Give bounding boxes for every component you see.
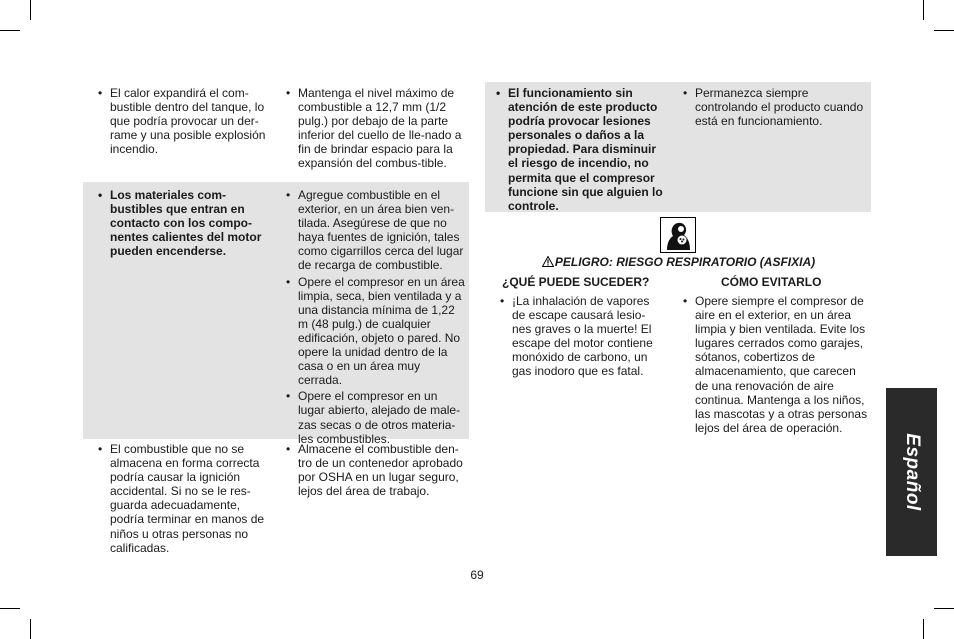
language-tab xyxy=(886,388,937,556)
danger-heading xyxy=(486,255,871,270)
list-item: • Opere el compresor en un área limpia, seca, bien ventilada y a una distancia mínima de 1,22 m (48 pulg.) de cualquier edificación, objeto o pared. No opere la unidad dentro de la casa o en un área muy cerrada. xyxy=(284,275,467,388)
list-item: • El combustible que no se almacena en forma correcta podría causar la ignición accidental. Si no se le res-guarda adecuadamente, podría terminar en manos de niños u otras personas no calificadas. xyxy=(96,442,271,555)
warning-triangle-icon xyxy=(542,256,554,270)
what-can-happen-heading: ¿QUÉ PUEDE SUCEDER? xyxy=(502,275,650,289)
danger-left-cell xyxy=(498,294,658,381)
row3-right-cell xyxy=(284,442,467,500)
row1-right-cell xyxy=(284,86,467,173)
crop-mark xyxy=(923,619,924,639)
list-item: • El funcionamiento sin atención de este producto podría provocar lesiones personales o daños a la propiedad. Para disminuir el riesgo de incendio, no permita que el compresor funcione sin que alguien lo controle. xyxy=(494,86,666,213)
unattended-right-cell xyxy=(681,86,871,130)
list-item: • El calor expandirá el com-bustible dentro del tanque, lo que podría provocar un der-rame y una posible explosión incendio. xyxy=(96,86,271,156)
danger-title: PELIGRO: RIESGO RESPIRATORIO (ASFIXIA) xyxy=(554,255,816,269)
list-item: • Permanezca siempre controlando el producto cuando está en funcionamiento. xyxy=(681,86,871,128)
crop-mark xyxy=(0,608,20,609)
crop-mark xyxy=(0,30,20,31)
respiratory-hazard-icon xyxy=(660,217,696,253)
crop-mark xyxy=(30,619,31,639)
crop-mark xyxy=(934,608,954,609)
row1-left-cell xyxy=(96,86,271,158)
danger-right-cell xyxy=(681,294,871,437)
crop-mark xyxy=(30,0,31,20)
crop-mark xyxy=(934,30,954,31)
row2-right-cell xyxy=(284,188,467,448)
language-tab-label: Español xyxy=(901,433,923,511)
row2-left-cell xyxy=(96,188,271,260)
how-to-prevent-heading: CÓMO EVITARLO xyxy=(721,275,822,289)
list-item: • Mantenga el nivel máximo de combustible a 12,7 mm (1/2 pulg.) por debajo de la parte inferior del cuello de lle-nado a fin de brindar espacio para la expansión del combus-tible. xyxy=(284,86,467,171)
unattended-left-cell xyxy=(494,86,666,215)
crop-mark xyxy=(923,0,924,20)
row3-left-cell xyxy=(96,442,271,557)
list-item: • Opere el compresor en un lugar abierto, alejado de male-zas secas o de otros materia-les combustibles. xyxy=(284,389,467,445)
list-item: • Agregue combustible en el exterior, en un área bien ven-tilada. Asegúrese de que no haya fuentes de ignición, tales como cigarrillos cerca del lugar de recarga de combustible. xyxy=(284,188,467,273)
list-item: • Los materiales com-bustibles que entran en contacto con los compo-nentes calientes del motor pueden encenderse. xyxy=(96,188,271,258)
list-item: • ¡La inhalación de vapores de escape causará lesio-nes graves o la muerte! El escape del motor contiene monóxido de carbono, un gas inodoro que es fatal. xyxy=(498,294,658,379)
list-item: • Almacene el combustible den-tro de un contenedor aprobado por OSHA en un lugar seguro, lejos del área de trabajo. xyxy=(284,442,467,498)
page-number: 69 xyxy=(470,568,484,582)
list-item: • Opere siempre el compresor de aire en el exterior, en un área limpia y bien ventilada. Evite los lugares cerrados como garajes, sótanos, cobertizos de almacenamiento, que carecen de una renovación de aire continua. Mantenga a los niños, las mascotas y a otras personas lejos del área de operación. xyxy=(681,294,871,435)
